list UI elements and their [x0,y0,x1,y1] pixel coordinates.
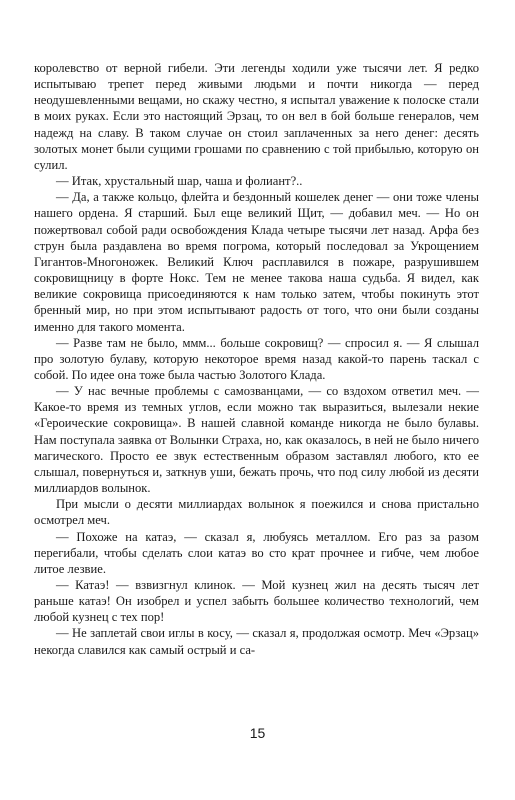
paragraph: королевство от верной гибели. Эти легенды ходили уже тысячи лет. Я редко испытываю трепет перед живыми людьми и почти никогда — перед неодушевленными вещами, но скажу честно, я испытал уважение к полоске стали в моих руках. Если это настоящий Эрзац, то он вел в бой больше генералов, чем надежд на славу. В таком случае он стоил заплаченных за него денег: десять золотых монет были сущими грошами по сравнению с той прибылью, которую он сулил. [34,61,479,172]
paragraph: — Катаэ! — взвизгнул клинок. — Мой кузнец жил на десять тысяч лет раньше катаэ! Он изобрел и успел забыть большее количество технологий, чем любой кузнец с тех пор! [34,578,479,625]
page-number: 15 [249,725,266,741]
paragraph: — Не заплетай свои иглы в косу, — сказал я, продолжая осмотр. Меч «Эрзац» некогда славился как самый острый и са- [34,626,479,657]
paragraph: При мысли о десяти миллиардах волынок я поежился и снова пристально осмотрел меч. [34,497,479,528]
paragraph: — Да, а также кольцо, флейта и бездонный кошелек денег — они тоже члены нашего ордена. Я старший. Был еще великий Щит, — добавил меч. — Но он пожертвовал собой ради освобождения Клада четыре тысячи лет назад. Арфа без струн была раздавлена во время погрома, который последовал за Укрощением Гигантов-Многоножек. Великий Ключ расплавился в пожаре, разрушившем сокровищницу в форте Нокс. Тем не менее такова наша судьба. Я видел, как великие сокровища присоединяются к нам только затем, чтобы покинуть этот бренный мир, но при этом испытывают радость от того, что они были созданы именно для такого момента. [34,190,479,334]
paragraph: — У нас вечные проблемы с самозванцами, — со вздохом ответил меч. — Какое-то время из темных углов, если можно так выразиться, вылезали некие «Героические сокровища». В нашей славной команде никогда не было булавы. Нам поступала заявка от Волынки Страха, но, как оказалось, в ней не было ничего магического. Просто ее звук естественным образом заставлял любого, кто ее слышал, повернуться и, заткнув уши, бежать прочь, что под силу любой из десяти миллиардов волынок. [34,384,479,496]
page-body [34,60,479,658]
paragraph: — Похоже на катаэ, — сказал я, любуясь металлом. Его раз за разом перегибали, чтобы сделать слои катаэ во сто крат прочнее и гибче, чем любое литое лезвие. [34,529,479,576]
paragraph: — Итак, хрустальный шар, чаша и фолиант?.. [56,174,303,189]
paragraph: — Разве там не было, ммм... больше сокровищ? — спросил я. — Я слышал про золотую булаву, которую некоторое время назад какой-то парень таскал с собой. По идее она тоже была частью Золотого Клада. [34,335,479,382]
